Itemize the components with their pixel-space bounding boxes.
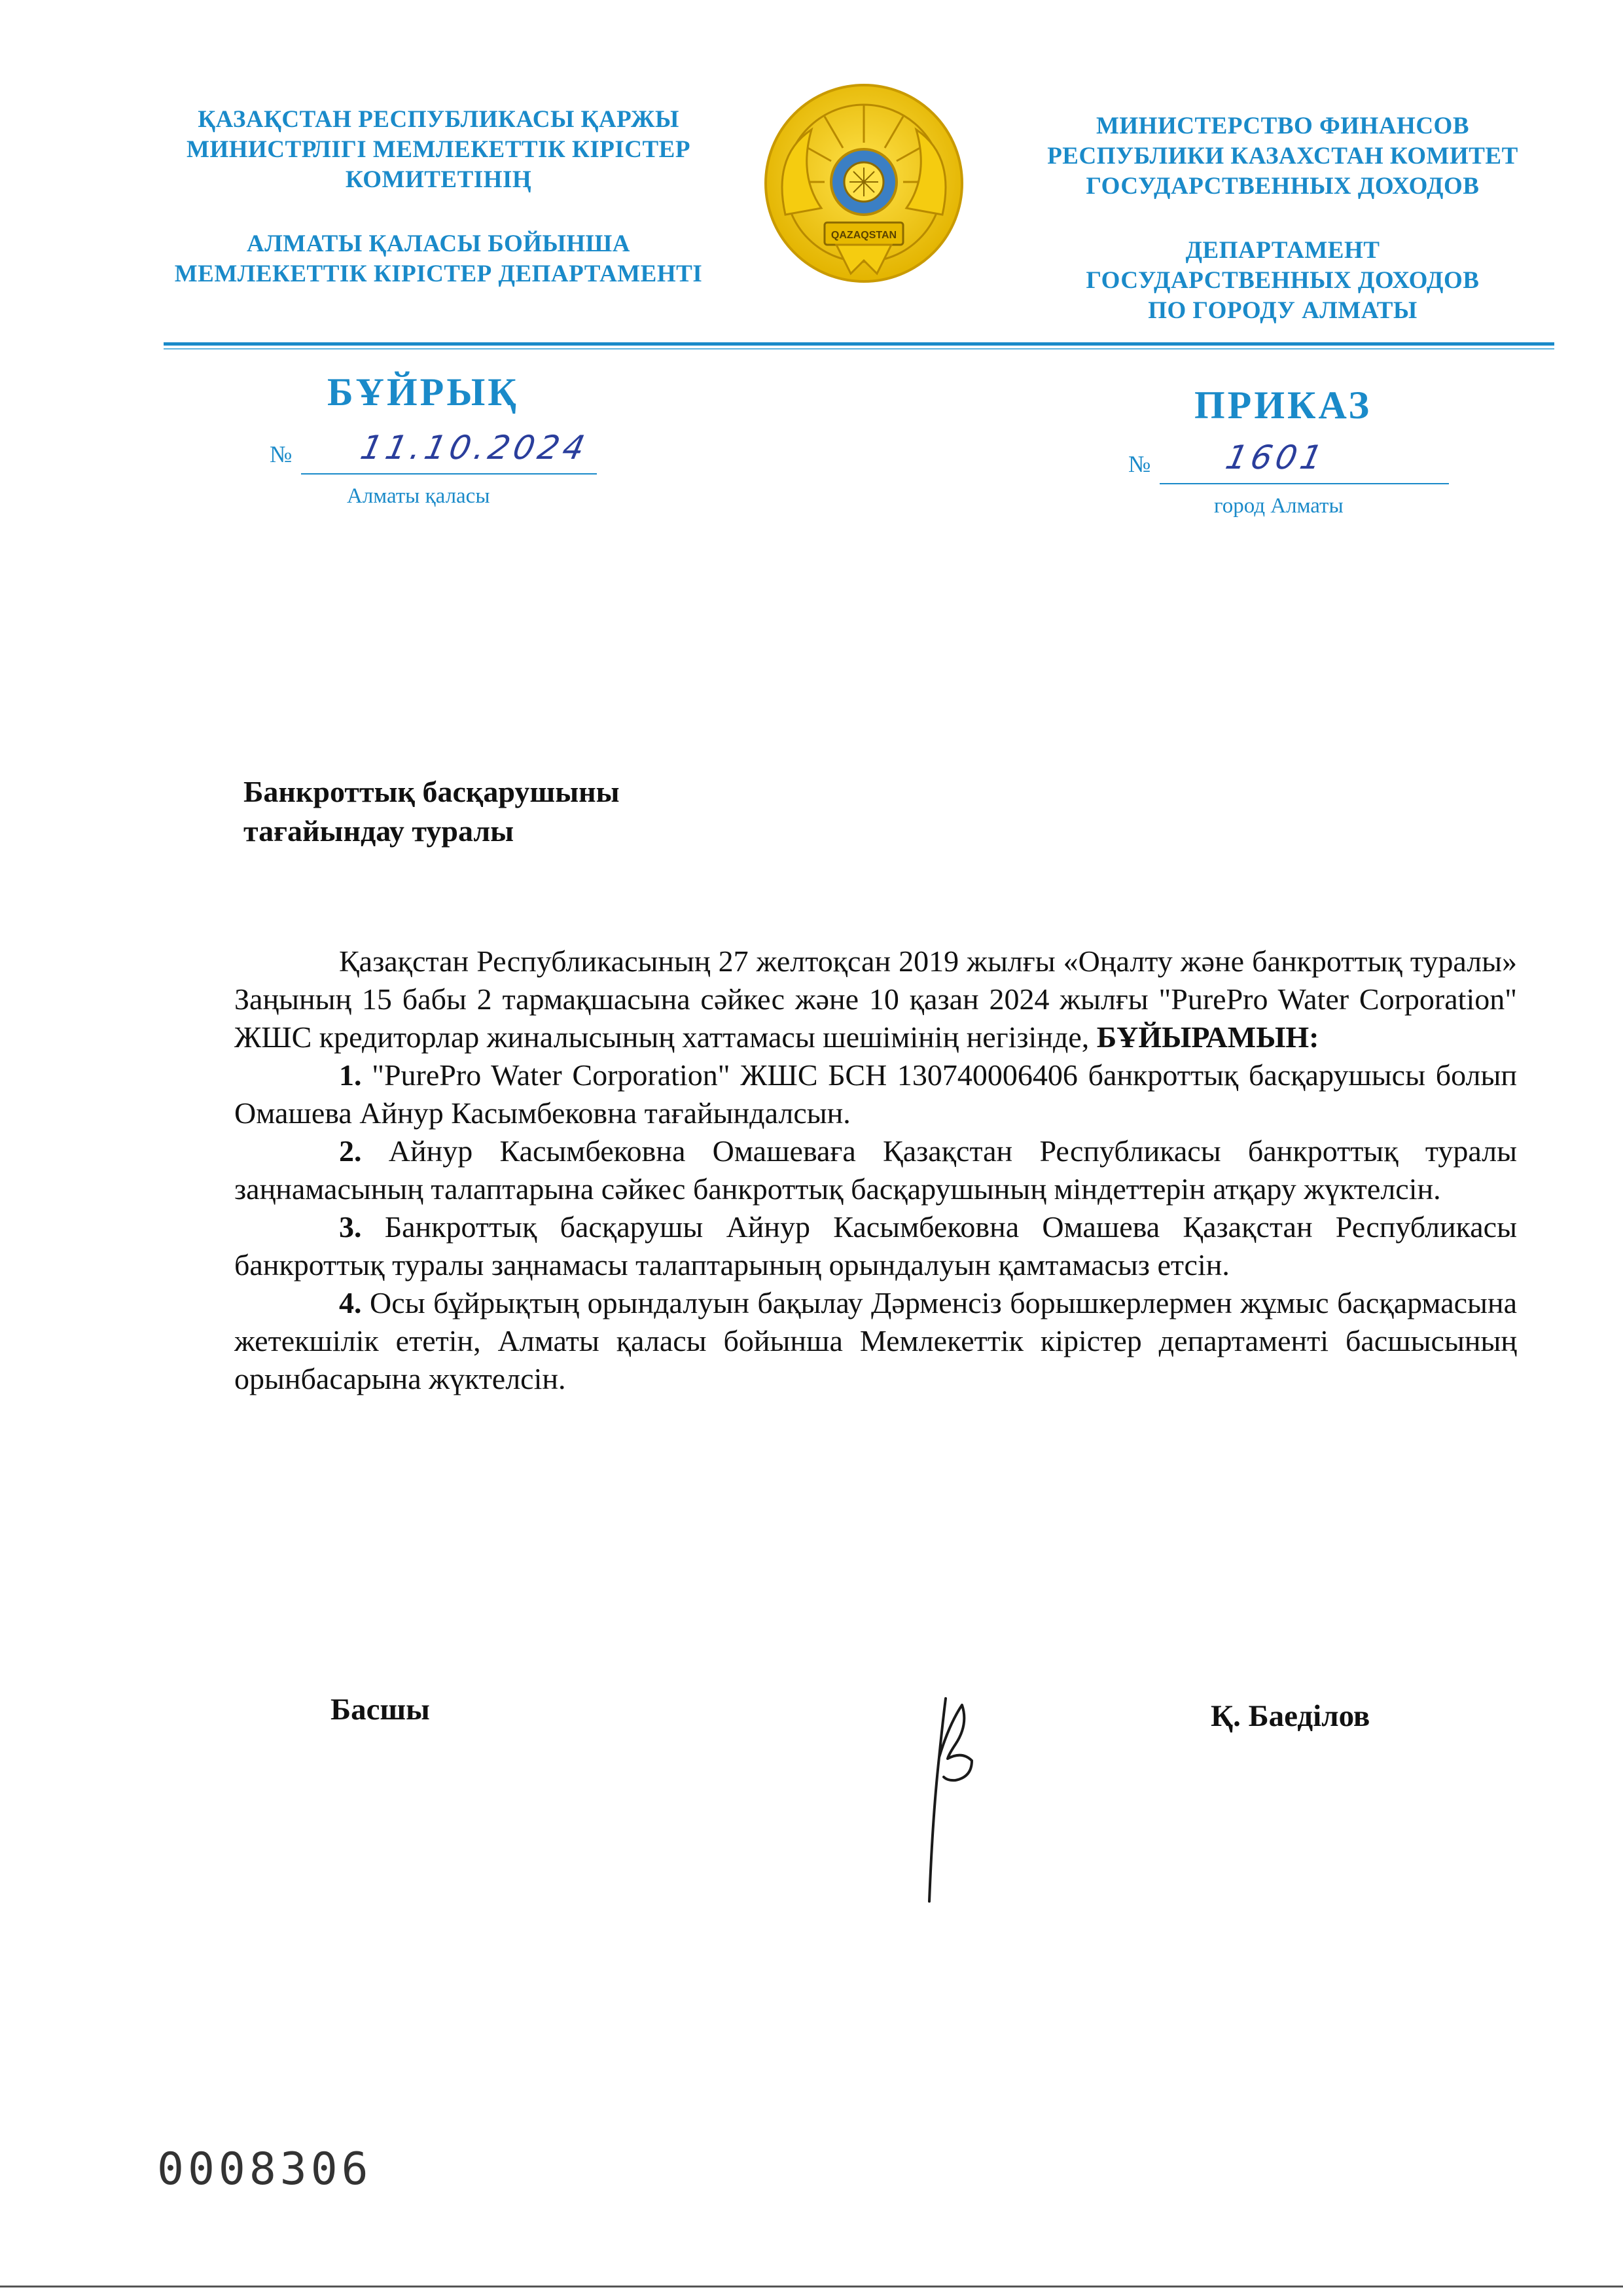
intro-text: Қазақстан Республикасының 27 желтоқсан 2019 жылғы «Оңалту және банкроттық туралы» Заңының 15 бабы 2 тармақшасына сәйкес және 10 қазан 2024 жылғы "PurePro Water Corporation" ЖШС кредиторлар жиналысының хаттамасы шешімінің негізінде, [234, 944, 1517, 1054]
list-item [234, 1056, 1517, 1132]
item-number: 2. [339, 1134, 362, 1168]
signer-title: Басшы [330, 1693, 430, 1727]
decree-word: БҰЙЫРАМЫН: [1096, 1020, 1319, 1054]
header-ru-line-1: МИНИСТЕРСТВО ФИНАНСОВ [1096, 113, 1470, 139]
header-kz-line-1: ҚАЗАҚСТАН РЕСПУБЛИКАСЫ ҚАРЖЫ [198, 106, 679, 133]
subject-line-1: Банкроттық басқарушыны [243, 775, 620, 808]
header-divider [164, 342, 1554, 346]
header-kazakh [151, 105, 726, 289]
subject-line-2: тағайындау туралы [243, 814, 514, 848]
emblem-inscription: QAZAQSTAN [830, 230, 897, 241]
header-divider-thin [164, 348, 1554, 350]
list-item [234, 1208, 1517, 1284]
document-subject [243, 772, 620, 851]
header-kz-line-3: КОМИТЕТІНІҢ [345, 166, 532, 193]
document-body [234, 942, 1517, 1398]
kazakhstan-state-emblem-icon [759, 77, 969, 292]
header-kz-dept-line-2: МЕМЛЕКЕТТІК КІРІСТЕР ДЕПАРТАМЕНТІ [174, 260, 703, 287]
underline [301, 473, 597, 475]
header-ru-line-2: РЕСПУБЛИКИ КАЗАХСТАН КОМИТЕТ [1047, 143, 1518, 170]
item-text: Банкроттық басқарушы Айнур Касымбековна Омашева Қазақстан Республикасы банкроттық туралы заңнамасы талаптарының орындалуын қамтамасыз етсін. [234, 1210, 1517, 1282]
header-ru-dept-line-3: ПО ГОРОДУ АЛМАТЫ [1148, 297, 1418, 324]
item-text: "PurePro Water Corporation" ЖШС БСН 130740006406 банкроттық басқарушысы болып Омашева Айнур Касымбековна тағайындалсын. [234, 1058, 1517, 1130]
serial-number: 0008306 [157, 2144, 372, 2195]
handwritten-signature-icon [883, 1685, 1014, 1921]
list-item [234, 1284, 1517, 1398]
item-number: 3. [339, 1210, 362, 1244]
header-ru-line-3: ГОСУДАРСТВЕННЫХ ДОХОДОВ [1086, 173, 1480, 200]
handwritten-date: 11.10.2024 [357, 429, 592, 467]
header-ru-dept-line-2: ГОСУДАРСТВЕННЫХ ДОХОДОВ [1086, 267, 1480, 294]
item-text: Осы бұйрықтың орындалуын бақылау Дәрменсіз борышкерлермен жұмыс басқармасына жетекшілік ететін, Алматы қаласы бойынша Мемлекеттік кірістер департаменті басшысының орынбасарына жүктелсін. [234, 1286, 1517, 1395]
order-title-kz: БҰЙРЫҚ [327, 370, 519, 414]
item-number: 1. [339, 1058, 362, 1092]
order-date-field [270, 429, 597, 475]
item-text: Айнур Касымбековна Омашеваға Қазақстан Республикасы банкроттық туралы заңнамасының талаптарына сәйкес банкроттық басқарушының міндеттерін атқару жүктелсін. [234, 1134, 1517, 1206]
handwritten-number: 1601 [1222, 439, 1330, 476]
signer-name: Қ. Баеділов [1211, 1699, 1370, 1733]
city-ru: город Алматы [1214, 494, 1344, 518]
intro-paragraph [234, 942, 1517, 1056]
city-kz: Алматы қаласы [347, 484, 490, 508]
header-kz-dept-line-1: АЛМАТЫ ҚАЛАСЫ БОЙЫНША [247, 230, 630, 257]
page-edge [0, 2286, 1623, 2287]
list-item [234, 1132, 1517, 1208]
header-ru-dept-line-1: ДЕПАРТАМЕНТ [1185, 237, 1380, 264]
header-kz-line-2: МИНИСТРЛІГІ МЕМЛЕКЕТТІК КІРІСТЕР [187, 136, 690, 163]
item-number: 4. [339, 1286, 362, 1319]
order-number-field [1128, 439, 1449, 484]
underline [1160, 483, 1449, 484]
number-sign: № [270, 441, 293, 467]
order-title-ru: ПРИКАЗ [1194, 384, 1372, 427]
header-russian [1034, 111, 1531, 326]
number-sign: № [1128, 451, 1151, 477]
